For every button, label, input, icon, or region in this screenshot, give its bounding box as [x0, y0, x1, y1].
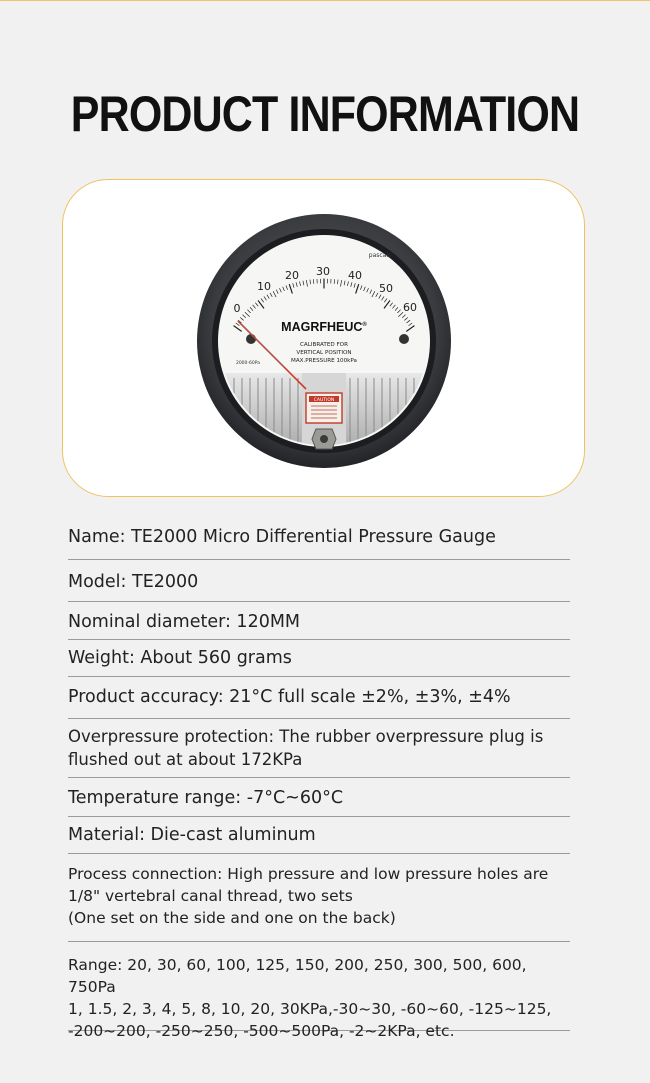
caution-text: CAUTION — [313, 398, 335, 403]
spec-row-weight — [68, 647, 570, 677]
spec-accuracy: Product accuracy: 21°C full scale ±2%, ±3%, ±4% — [68, 687, 511, 707]
spec-temperature: Temperature range: -7°C~60°C — [68, 788, 344, 808]
scale-label: 50 — [379, 282, 393, 295]
calibration-line: CALIBRATED FOR — [300, 342, 348, 348]
spec-row-name — [68, 526, 570, 560]
scale-tick — [338, 280, 339, 284]
spec-range-line3: -200~200, -250~250, -500~500Pa, -2~2KPa, etc. — [68, 1022, 455, 1040]
unit-label: pascals — [368, 252, 392, 259]
top-divider — [0, 0, 650, 1]
spec-row-temperature — [68, 787, 570, 817]
gauge-illustration — [196, 213, 452, 469]
spec-diameter: Nominal diameter: 120MM — [68, 612, 301, 632]
mount-screw — [399, 334, 409, 344]
brand-name — [281, 320, 367, 334]
spec-material: Material: Die-cast aluminum — [68, 825, 316, 845]
spec-row-material — [68, 824, 570, 854]
spec-row-overpressure — [68, 725, 570, 778]
scale-label: 60 — [403, 301, 417, 314]
pressure-gauge-image — [196, 213, 452, 473]
product-image-card — [62, 179, 585, 497]
scale-label: 0 — [233, 302, 241, 315]
position-line: VERTICAL POSITION — [296, 350, 352, 356]
zero-adjust-screw — [246, 334, 256, 344]
scale-label: 30 — [316, 265, 330, 278]
spec-range-line1: Range: 20, 30, 60, 100, 125, 150, 200, 250, 300, 500, 600, 750Pa — [68, 956, 527, 996]
spec-overpressure-line1: Overpressure protection: The rubber overpressure plug is — [68, 727, 544, 746]
spec-name: Name: TE2000 Micro Differential Pressure Gauge — [68, 527, 496, 547]
page-title: PRODUCT INFORMATION — [70, 86, 580, 142]
spec-row-diameter — [68, 611, 570, 640]
spec-range-line2: 1, 1.5, 2, 3, 4, 5, 8, 10, 20, 30KPa,-30~30, -60~60, -125~125, — [68, 1000, 552, 1018]
spec-weight: Weight: About 560 grams — [68, 648, 292, 668]
spec-row-range — [68, 954, 570, 1040]
max-pressure-line: MAX.PRESSURE 100kPa — [291, 358, 357, 364]
scale-label: 40 — [348, 269, 362, 282]
spec-connection-line2: 1/8" vertebral canal thread, two sets — [68, 887, 353, 905]
model-small-label: 2000-60Pa — [235, 361, 261, 366]
scale-label: 20 — [285, 269, 299, 282]
spec-row-connection — [68, 863, 570, 942]
spec-connection-line3: (One set on the side and one on the back) — [68, 909, 396, 927]
spec-model: Model: TE2000 — [68, 572, 199, 592]
scale-tick — [310, 280, 311, 284]
scale-label: 10 — [257, 280, 271, 293]
brand-mark: ® — [362, 322, 367, 328]
spec-overpressure-line2: flushed out at about 172KPa — [68, 750, 303, 769]
spec-row-model — [68, 571, 570, 602]
spec-row-accuracy — [68, 686, 570, 719]
spec-connection-line1: Process connection: High pressure and low pressure holes are — [68, 865, 549, 883]
brand-text: MAGRFHEUC — [281, 320, 363, 334]
